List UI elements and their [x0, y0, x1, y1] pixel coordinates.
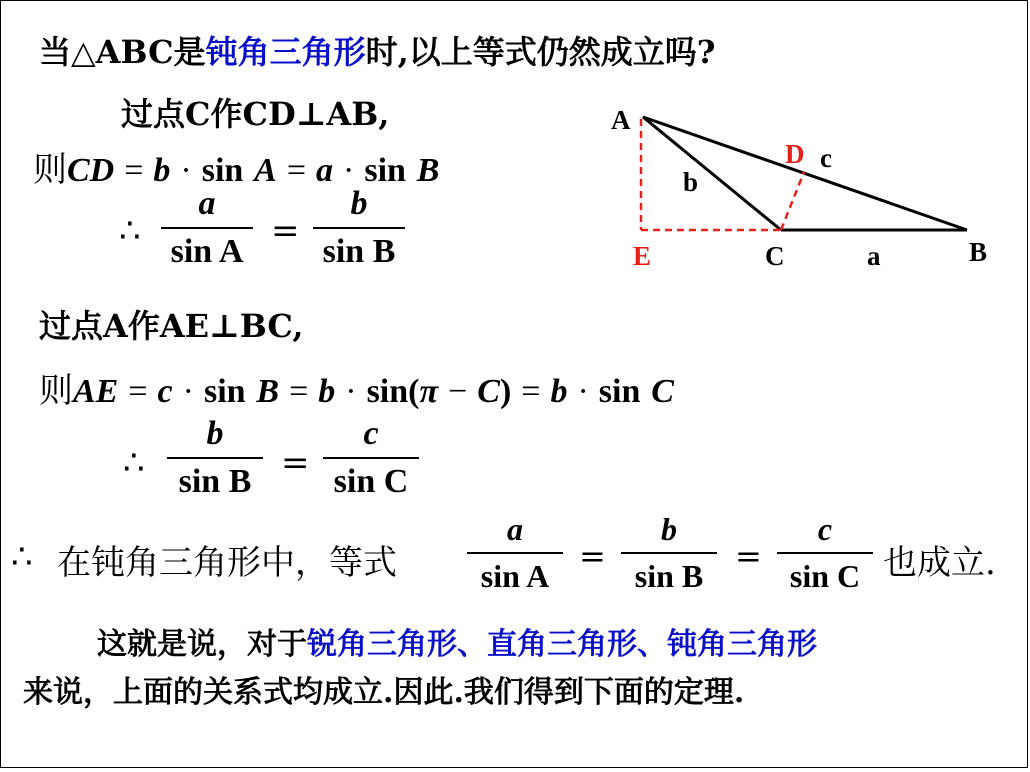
frac-bar	[313, 227, 405, 229]
step1-construction: 过点C作CD⊥AB,	[121, 95, 390, 133]
eq-op: ·	[180, 152, 192, 189]
conclusion-text: 在钝角三角形中，等式	[57, 543, 397, 583]
eq-op: ·	[182, 373, 194, 410]
step2-equals: =	[281, 443, 310, 483]
step2-construction: 过点A作AE⊥BC,	[39, 307, 304, 345]
eq-term: B	[256, 373, 280, 410]
eq-term: b	[153, 152, 171, 189]
eq-term: sin	[203, 373, 246, 410]
altitude-CD	[781, 172, 804, 230]
summary-line-1	[97, 619, 817, 663]
step1-equation	[33, 142, 439, 191]
eq-term: )	[499, 373, 512, 410]
eq-op: ·	[577, 373, 589, 410]
frac-bar	[777, 552, 873, 554]
eq-op: ·	[343, 152, 355, 189]
frac-num: a	[198, 185, 216, 222]
eq-term: c	[157, 373, 173, 410]
eq-term: b	[550, 373, 568, 410]
label-C: C	[765, 241, 785, 271]
conclusion-equals-2: =	[735, 537, 762, 575]
frac-den: sin A	[480, 558, 550, 594]
eq-term: b	[318, 373, 336, 410]
label-c: c	[820, 143, 832, 173]
summary-prefix: 这就是说，对于	[97, 627, 307, 662]
eq-term: CD	[67, 152, 115, 189]
step1-frac-right	[313, 185, 405, 271]
label-B: B	[969, 237, 988, 267]
frac-num: c	[363, 415, 379, 452]
frac-num: c	[817, 511, 833, 547]
frac-bar	[167, 457, 263, 459]
frac-den: sin B	[178, 463, 252, 500]
eq-term: π	[419, 373, 439, 410]
heading	[39, 27, 715, 73]
heading-suffix: 时,以上等式仍然成立吗?	[365, 33, 716, 71]
conclusion-equals-1: =	[579, 537, 606, 575]
label-E: E	[633, 241, 652, 271]
frac-den: sin C	[789, 558, 861, 594]
step1-frac-left	[161, 185, 253, 271]
conclusion-therefore: ∴	[11, 537, 33, 577]
eq-op: =	[286, 152, 307, 189]
step1-ze: 则	[33, 150, 67, 190]
step2-therefore: ∴	[123, 443, 145, 483]
eq-op: =	[128, 373, 148, 410]
summary-highlight: 锐角三角形、直角三角形、钝角三角形	[307, 627, 817, 662]
frac-bar	[323, 457, 419, 459]
eq-term: sin	[201, 152, 244, 189]
conclusion-frac-a	[467, 511, 563, 595]
label-D: D	[785, 139, 805, 169]
label-a: a	[867, 241, 881, 271]
frac-den: sin B	[322, 233, 396, 270]
eq-term: a	[316, 152, 334, 189]
eq-op: −	[448, 373, 468, 410]
label-A: A	[611, 105, 631, 135]
frac-den: sin C	[333, 463, 409, 500]
eq-op: =	[521, 373, 541, 410]
step2-frac-right	[323, 415, 419, 501]
eq-term: sin	[364, 152, 406, 189]
eq-term: A	[254, 152, 277, 189]
conclusion-frac-c	[777, 511, 873, 595]
eq-term: sin(	[366, 373, 420, 410]
frac-den: sin A	[170, 233, 244, 270]
step2-equation	[39, 363, 674, 412]
summary-line-2: 来说，上面的关系式均成立.因此.我们得到下面的定理.	[23, 675, 745, 710]
heading-prefix: 当△ABC是	[39, 33, 206, 71]
frac-bar	[467, 552, 563, 554]
step2-ze: 则	[39, 371, 73, 411]
step2-frac-left	[167, 415, 263, 501]
eq-term: C	[477, 373, 500, 410]
frac-num: b	[661, 511, 677, 547]
side-AC	[643, 117, 781, 230]
label-b: b	[683, 167, 699, 197]
eq-op: =	[124, 152, 144, 189]
eq-term: AE	[73, 373, 119, 410]
step1-equals: =	[271, 211, 300, 251]
eq-term: C	[651, 373, 674, 410]
triangle-diagram	[601, 97, 1011, 287]
frac-bar	[621, 552, 717, 554]
eq-op: ·	[345, 373, 357, 410]
step1-therefore: ∴	[119, 211, 141, 251]
frac-num: b	[350, 185, 368, 222]
conclusion-tail: 也成立.	[883, 543, 996, 583]
frac-bar	[161, 227, 253, 229]
eq-op: =	[289, 373, 309, 410]
frac-num: a	[507, 511, 523, 547]
eq-term: B	[416, 152, 440, 189]
eq-term: sin	[598, 373, 641, 410]
heading-highlight: 钝角三角形	[205, 33, 366, 71]
frac-den: sin B	[634, 558, 704, 594]
conclusion-frac-b	[621, 511, 717, 595]
frac-num: b	[206, 415, 224, 452]
